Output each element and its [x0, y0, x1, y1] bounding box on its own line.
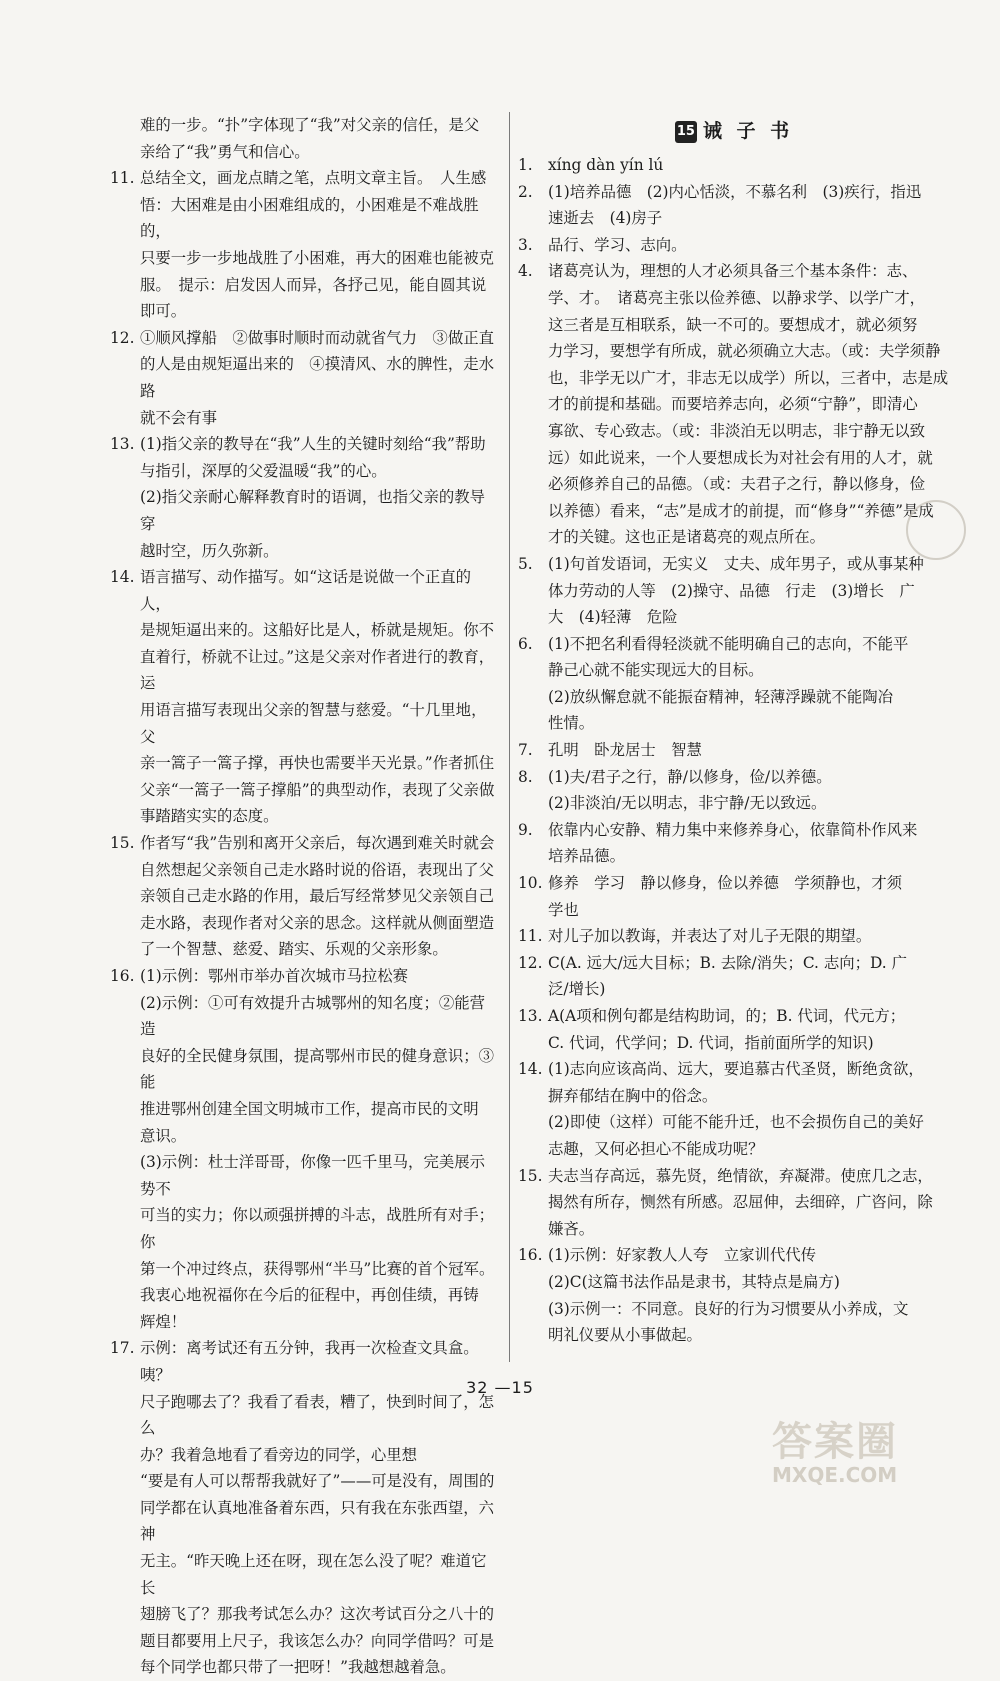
- text-line: 速逝去 (4)房子: [548, 209, 663, 228]
- item-number: 14.: [110, 568, 135, 587]
- text-line: 亲给了“我”勇气和信心。: [140, 142, 310, 161]
- text-line: (2)指父亲耐心解释教育时的语调，也指父亲的教导穿: [140, 488, 486, 533]
- item-number: 16.: [518, 1246, 543, 1265]
- text-line: “要是有人可以帮帮我就好了”——可是没有，周围的: [140, 1472, 495, 1491]
- text-line: A(A项和例句都是结构助词，的；B. 代词，代元方；: [548, 1007, 906, 1025]
- answer-item: [518, 232, 950, 259]
- text-line: 良好的全民健身氛围，提高鄂州市民的健身意识；③能: [140, 1046, 494, 1092]
- answer-list-left: [110, 165, 498, 1681]
- text-line: 对儿子加以教诲，并表达了对儿子无限的期望。: [548, 927, 872, 946]
- continued-text: [110, 112, 498, 165]
- watermark-url: MXQE.COM: [772, 1463, 898, 1487]
- text-line: 依靠内心安静、精力集中来修养身心，依靠简朴作风来: [548, 820, 918, 839]
- answer-item: [518, 764, 950, 817]
- item-text: [140, 431, 498, 564]
- text-line: 推进鄂州创建全国文明城市工作，提高市民的文明: [140, 1099, 479, 1118]
- item-text: [548, 923, 950, 950]
- section-heading: [518, 112, 950, 150]
- answer-item: [518, 631, 950, 737]
- item-text: [548, 764, 950, 817]
- text-line: (2)非淡泊/无以明志，非宁静/无以致远。: [548, 794, 827, 813]
- answer-item: [518, 817, 950, 870]
- item-number: 1.: [518, 156, 533, 174]
- text-line: 品行、学习、志向。: [548, 235, 687, 254]
- text-line: (1)句首发语词，无实义 丈夫、成年男子，或从事某种: [548, 554, 924, 573]
- answer-item: [110, 564, 498, 830]
- text-line: xíng dàn yín lú: [548, 156, 664, 174]
- text-line: 也，非学无以广才，非志无以成学）所以，三者中，志是成: [548, 368, 949, 387]
- answer-list-right: [518, 152, 950, 1349]
- text-line: 明礼仪要从小事做起。: [548, 1326, 702, 1345]
- text-line: 的人是由规矩逼出来的 ④摸清风、水的脾性，走水路: [140, 355, 494, 400]
- text-line: 越时空，历久弥新。: [140, 541, 279, 560]
- item-text: [548, 870, 950, 923]
- text-line: 摒弃郁结在胸中的俗念。: [548, 1086, 718, 1105]
- answer-item: [518, 258, 950, 551]
- text-line: 尺子跑哪去了？我看了看表，糟了，快到时间了，怎么: [140, 1392, 494, 1438]
- item-number: 15.: [110, 834, 135, 853]
- text-line: 每个同学也都只带了一把呀！”我越想越着急。: [140, 1658, 456, 1677]
- answer-item: [110, 431, 498, 564]
- text-line: 体力劳动的人等 (2)操守、品德 行走 (3)增长 广: [548, 581, 915, 600]
- item-number: 8.: [518, 767, 533, 786]
- page-number: 32 —15: [466, 1378, 534, 1397]
- text-line: (2)即使（这样）可能不能升迁，也不会损伤自己的美好: [548, 1113, 924, 1132]
- item-text: [548, 1163, 950, 1243]
- answer-item: [518, 551, 950, 631]
- text-line: 同学都在认真地准备着东西，只有我在东张西望，六神: [140, 1498, 494, 1544]
- item-number: 13.: [110, 435, 135, 454]
- item-number: 2.: [518, 182, 533, 201]
- text-line: (2)C(这篇书法作品是隶书，其特点是扁方): [548, 1272, 840, 1291]
- text-line: C. 代词，代学问；D. 代词，指前面所学的知识): [548, 1033, 874, 1052]
- text-line: 孔明 卧龙居士 智慧: [548, 741, 702, 760]
- text-line: 第一个冲过终点，获得鄂州“半马”比赛的首个冠军。: [140, 1259, 495, 1278]
- item-number: 15.: [518, 1166, 543, 1185]
- text-line: 夫志当存高远，慕先贤，绝情欲，弃凝滞。使庶几之志，: [548, 1166, 933, 1185]
- answer-item: [110, 165, 498, 325]
- text-line: 题目都要用上尺子，我该怎么办？向同学借吗？可是: [140, 1631, 494, 1650]
- answer-item: [110, 830, 498, 963]
- answer-item: [518, 950, 950, 1003]
- text-line: (3)示例：杜士洋哥哥，你像一匹千里马，完美展示势不: [140, 1153, 486, 1198]
- text-line: 嫌吝。: [548, 1219, 595, 1238]
- item-number: 17.: [110, 1339, 135, 1358]
- text-line: 泛/增长): [548, 980, 606, 999]
- item-text: [140, 325, 498, 431]
- text-line: 用语言描写表现出父亲的智慧与慈爱。“十几里地，父: [140, 701, 487, 746]
- text-line: (1)示例：鄂州市举办首次城市马拉松赛: [140, 967, 409, 985]
- item-text: [548, 817, 950, 870]
- item-number: 11.: [518, 927, 543, 946]
- text-line: 意识。: [140, 1126, 187, 1145]
- text-line: 志趣，又何必担心不能成功呢？: [548, 1139, 764, 1158]
- item-text: [548, 179, 950, 232]
- text-line: 我衷心地祝福你在今后的征程中，再创佳绩，再铸: [140, 1286, 479, 1305]
- item-text: [140, 165, 498, 325]
- answer-item: [110, 325, 498, 431]
- text-line: 揭然有所存，恻然有所感。忍屈伸，去细碎，广咨问，除: [548, 1193, 933, 1212]
- item-number: 9.: [518, 820, 533, 839]
- text-line: (1)志向应该高尚、远大，要追慕古代圣贤，断绝贪欲，: [548, 1060, 924, 1079]
- left-column: [110, 112, 498, 1681]
- text-line: (1)不把名利看得轻淡就不能明确自己的志向，不能平: [548, 634, 909, 653]
- item-number: 4.: [518, 262, 533, 281]
- answer-item: [518, 923, 950, 950]
- answer-item: [518, 152, 950, 179]
- answer-item: [518, 1056, 950, 1162]
- item-text: [548, 950, 950, 1003]
- watermark-logo: [772, 1410, 972, 1487]
- text-line: 作者写“我”告别和离开父亲后，每次遇到难关时就会: [140, 834, 495, 853]
- answer-item: [518, 737, 950, 764]
- item-text: [548, 232, 950, 259]
- text-line: 远）如此说来，一个人要想成长为对社会有用的人才，就: [548, 448, 933, 467]
- text-line: 这三者是互相联系，缺一不可的。要想成才，就必须努: [548, 315, 918, 334]
- text-line: 力学习，要想学有所成，就必须确立大志。（或：夫学须静: [548, 342, 941, 361]
- text-line: 必须修养自己的品德。（或：夫君子之行，静以修身，俭: [548, 475, 926, 494]
- text-line: 示例：离考试还有五分钟，我再一次检查文具盒。咦？: [140, 1339, 479, 1384]
- text-line: 翅膀飞了？那我考试怎么办？这次考试百分之八十的: [140, 1605, 494, 1624]
- right-column: [518, 112, 950, 1349]
- text-line: 无主。“昨天晚上还在呀，现在怎么没了呢？难道它长: [140, 1552, 487, 1597]
- text-line: 了一个智慧、慈爱、踏实、乐观的父亲形象。: [140, 940, 448, 959]
- text-line: 办？我着急地看了看旁边的同学，心里想: [140, 1445, 418, 1464]
- item-number: 7.: [518, 741, 533, 760]
- text-line: ①顺风撑船 ②做事时顺时而动就省气力 ③做正直: [140, 328, 494, 347]
- item-text: [548, 1003, 950, 1056]
- section-number-badge: 15: [675, 121, 697, 143]
- answer-item: [518, 179, 950, 232]
- column-divider: [509, 112, 510, 1362]
- text-line: 寡欲、专心致志。（或：非淡泊无以明志，非宁静无以致: [548, 421, 926, 440]
- text-line: 直着行，桥就不让过。”这是父亲对作者进行的教育，运: [140, 647, 495, 693]
- item-text: [140, 963, 498, 1335]
- item-text: [140, 564, 498, 830]
- ink-stamp-mark: [906, 500, 966, 560]
- text-line: 总结全文，画龙点睛之笔，点明文章主旨。 人生感: [140, 169, 487, 188]
- text-line: (1)示例：好家教人人夸 立家训代代传: [548, 1246, 817, 1265]
- text-line: 修养 学习 静以修身，俭以养德 学须静也，才须: [548, 874, 902, 893]
- item-text: [548, 152, 950, 179]
- item-text: [548, 737, 950, 764]
- text-line: (2)放纵懈怠就不能振奋精神，轻薄浮躁就不能陶冶: [548, 687, 894, 706]
- text-line: 亲领自己走水路的作用，最后写经常梦见父亲领自己: [140, 887, 494, 906]
- answer-item: [518, 1242, 950, 1348]
- item-text: [548, 1242, 950, 1348]
- text-line: 与指引，深厚的父爱温暖“我”的心。: [140, 461, 387, 480]
- text-line: (1)培养品德 (2)内心恬淡，不慕名利 (3)疾行，指迅: [548, 182, 922, 201]
- item-text: [140, 830, 498, 963]
- text-line: 以养德）看来，“志”是成才的前提，而“修身”“养德”是成: [548, 501, 934, 520]
- text-line: 语言描写、动作描写。如“这话是说做一个正直的人，: [140, 568, 472, 613]
- text-line: 悟：大困难是由小困难组成的，小困难是不难战胜的，: [140, 195, 479, 241]
- text-line: 难的一步。“扑”字体现了“我”对父亲的信任，是父: [140, 116, 480, 134]
- text-line: (2)示例：①可有效提升古城鄂州的知名度；②能营造: [140, 993, 486, 1039]
- item-text: [548, 1056, 950, 1162]
- text-line: 学也: [548, 900, 579, 919]
- text-line: 走水路，表现作者对父亲的思念。这样就从侧面塑造: [140, 913, 494, 932]
- answer-item: [518, 1003, 950, 1056]
- item-number: 13.: [518, 1007, 543, 1025]
- item-number: 12.: [110, 328, 135, 347]
- text-line: 静己心就不能实现远大的目标。: [548, 661, 764, 680]
- text-line: 大 (4)轻薄 危险: [548, 608, 678, 627]
- text-line: 学、才。 诸葛亮主张以俭养德、以静求学、以学广才，: [548, 288, 926, 307]
- answer-item: [518, 1163, 950, 1243]
- text-line: 就不会有事: [140, 408, 217, 427]
- text-line: 自然想起父亲领自己走水路时说的俗语，表现出了父: [140, 860, 494, 879]
- item-number: 11.: [110, 169, 135, 188]
- text-line: 辉煌！: [140, 1312, 187, 1331]
- text-line: 即可。: [140, 302, 187, 321]
- item-number: 3.: [518, 235, 533, 254]
- item-text: [548, 551, 950, 631]
- text-line: 事踏踏实实的态度。: [140, 807, 279, 826]
- item-number: 10.: [518, 874, 543, 893]
- text-line: 服。 提示：启发因人而异，各抒己见，能自圆其说: [140, 275, 487, 294]
- text-line: (1)指父亲的教导在“我”人生的关键时刻给“我”帮助: [140, 435, 486, 454]
- text-line: 是规矩逼出来的。这船好比是人，桥就是规矩。你不: [140, 621, 494, 640]
- section-title: 诫 子 书: [702, 120, 794, 142]
- item-number: 6.: [518, 634, 533, 653]
- text-line: 亲一篙子一篙子撑，再快也需要半天光景。”作者抓住: [140, 754, 495, 773]
- item-text: [548, 631, 950, 737]
- text-line: 诸葛亮认为，理想的人才必须具备三个基本条件：志、: [548, 262, 918, 281]
- item-text: [548, 258, 950, 551]
- item-number: 12.: [518, 953, 543, 972]
- text-line: (1)夫/君子之行，静/以修身，俭/以养德。: [548, 767, 832, 786]
- text-line: C(A. 远大/远大目标；B. 去除/消失；C. 志向；D. 广: [548, 953, 907, 972]
- watermark-logo-text: 答案圈: [772, 1419, 898, 1465]
- text-line: 才的前提和基础。而要培养志向，必须“宁静”，即清心: [548, 395, 918, 414]
- item-number: 14.: [518, 1060, 543, 1079]
- text-line: 性情。: [548, 714, 595, 733]
- item-number: 5.: [518, 554, 533, 573]
- answer-item: [110, 963, 498, 1335]
- text-line: 可当的实力；你以顽强拼搏的斗志，战胜所有对手；你: [140, 1206, 494, 1251]
- text-line: (3)示例一：不同意。良好的行为习惯要从小养成，文: [548, 1299, 909, 1318]
- text-line: 培养品德。: [548, 847, 625, 866]
- item-number: 16.: [110, 967, 135, 985]
- answer-item: [518, 870, 950, 923]
- text-line: 只要一步一步地战胜了小困难，再大的困难也能被克: [140, 248, 494, 267]
- text-line: 才的关键。这也正是诸葛亮的观点所在。: [548, 528, 826, 547]
- text-line: 父亲“一篙子一篙子撑船”的典型动作，表现了父亲做: [140, 780, 495, 799]
